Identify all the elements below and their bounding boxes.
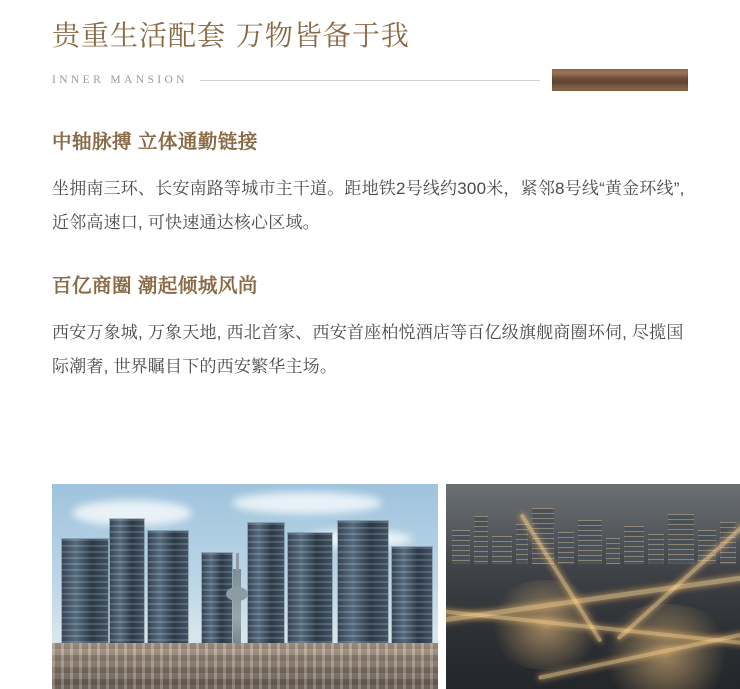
daytime-skyscrapers-photo: [52, 484, 438, 689]
wood-grain-swatch: [552, 69, 688, 91]
night-highway-interchange-photo: [446, 484, 740, 689]
page-subtitle: INNER MANSION: [52, 74, 188, 86]
page-title: 贵重生活配套 万物皆备于我: [52, 19, 410, 52]
image-row: [52, 484, 740, 689]
night-skyline: [446, 502, 740, 564]
tower-shape: [202, 553, 232, 651]
podium-buildings-shape: [52, 643, 438, 689]
header-subtitle-row: [52, 68, 688, 92]
section-commerce: [52, 270, 688, 384]
tower-shape: [148, 531, 188, 651]
section-body: 西安万象城, 万象天地, 西北首家、西安首座柏悦酒店等百亿级旗舰商圈环伺, 尽揽国际潮奢, 世界瞩目下的西安繁华主场。: [52, 323, 684, 376]
section-transport: [52, 126, 688, 240]
section-heading: 中轴脉搏 立体通勤链接: [52, 131, 258, 153]
tower-shape: [248, 523, 284, 651]
section-heading: 百亿商圈 潮起倾城风尚: [52, 275, 258, 297]
tower-shape: [338, 521, 388, 651]
light-glow: [486, 580, 606, 670]
tv-tower-shape: [233, 569, 241, 651]
horizontal-rule: [200, 80, 540, 81]
tower-shape: [392, 547, 432, 651]
header: [52, 0, 688, 92]
tower-shape: [288, 533, 332, 651]
section-body: 坐拥南三环、长安南路等城市主干道。距地铁2号线约300米，紧邻8号线“黄金环线”, 近邻高速口, 可快速通达核心区域。: [52, 179, 685, 232]
cloud-shape: [232, 492, 382, 514]
tower-shape: [110, 519, 144, 651]
tower-shape: [62, 539, 108, 651]
